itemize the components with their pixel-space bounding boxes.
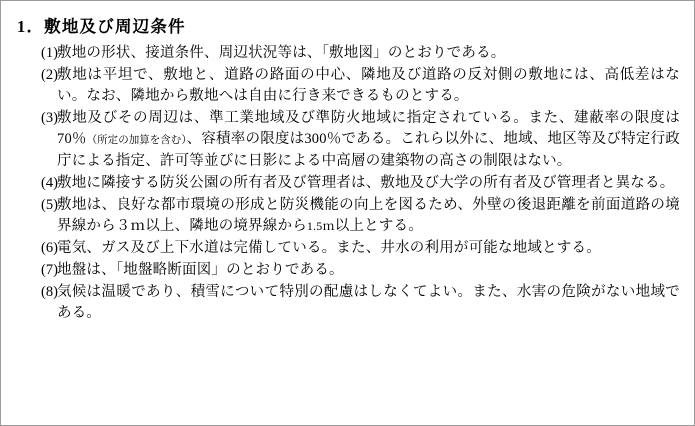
list-item-text: 電気、ガス及び上下水道は完備している。また、井水の利用が可能な地域とする。 — [57, 240, 601, 256]
list-item-text: 気候は温暖であり、積雪について特別の配慮はしなくてよい。また、水害の危険がない地域である。 — [57, 284, 680, 321]
document-content — [1, 1, 694, 324]
list-item — [15, 43, 680, 64]
list-item-text-part1: 敷地は、良好な都市環境の形成と防災機能の向上を図るため、外壁の後退距離を前面道路の境界線から３ｍ以上、隣地の境界線から — [57, 197, 680, 234]
list-item-number: (2) — [41, 67, 58, 83]
list-item-text: 地盤は、「地盤略断面図」のとおりである。 — [57, 262, 344, 278]
list-item — [15, 238, 680, 259]
list-item — [15, 173, 680, 194]
list-item-number: (6) — [41, 240, 58, 256]
list-item-text-part1: 敷地及びその周辺は、準工業地域及び準防火地域に指定されている。また、建蔽率の限度は70％ — [57, 110, 680, 147]
list-item-text-part2: 以上とする。 — [334, 218, 423, 234]
list-item-number: (7) — [41, 262, 58, 278]
list-item — [15, 282, 680, 324]
list-item-text — [57, 108, 680, 172]
list-item-text: 敷地の形状、接道条件、周辺状況等は、「敷地図」のとおりである。 — [57, 45, 506, 61]
list-item — [15, 65, 680, 107]
list-item — [15, 108, 680, 172]
list-item-text — [57, 195, 680, 237]
list-item-number: (8) — [41, 284, 58, 300]
list-item-text: 敷地は平坦で、敷地と、道路の路面の中心、隣地及び道路の反対側の敷地には、高低差はない。なお、隣地から敷地へは自由に行き来できるものとする。 — [57, 67, 680, 104]
list-item-text-note: （所定の加算を含む） — [86, 135, 187, 146]
list-item-text-part2: 、容積率の限度は300％である。これら以外に、地域、地区等及び特定行政庁による指定、許可等並びに日影による中高層の建築物の高さの制限はない。 — [57, 131, 680, 169]
list-item-number: (3) — [41, 110, 58, 126]
list-item — [15, 195, 680, 237]
list-item-number: (4) — [41, 175, 58, 191]
list-item-number: (5) — [41, 197, 58, 213]
list-item-text-measure: 1.5ｍ — [306, 219, 335, 233]
page-title: 1．敷地及び周辺条件 — [17, 17, 186, 36]
list-item-text: 敷地に隣接する防災公園の所有者及び管理者は、敷地及び大学の所有者及び管理者と異なる。 — [57, 175, 675, 191]
list-item — [15, 260, 680, 281]
condition-list — [15, 43, 680, 324]
list-item-number: (1) — [41, 45, 58, 61]
